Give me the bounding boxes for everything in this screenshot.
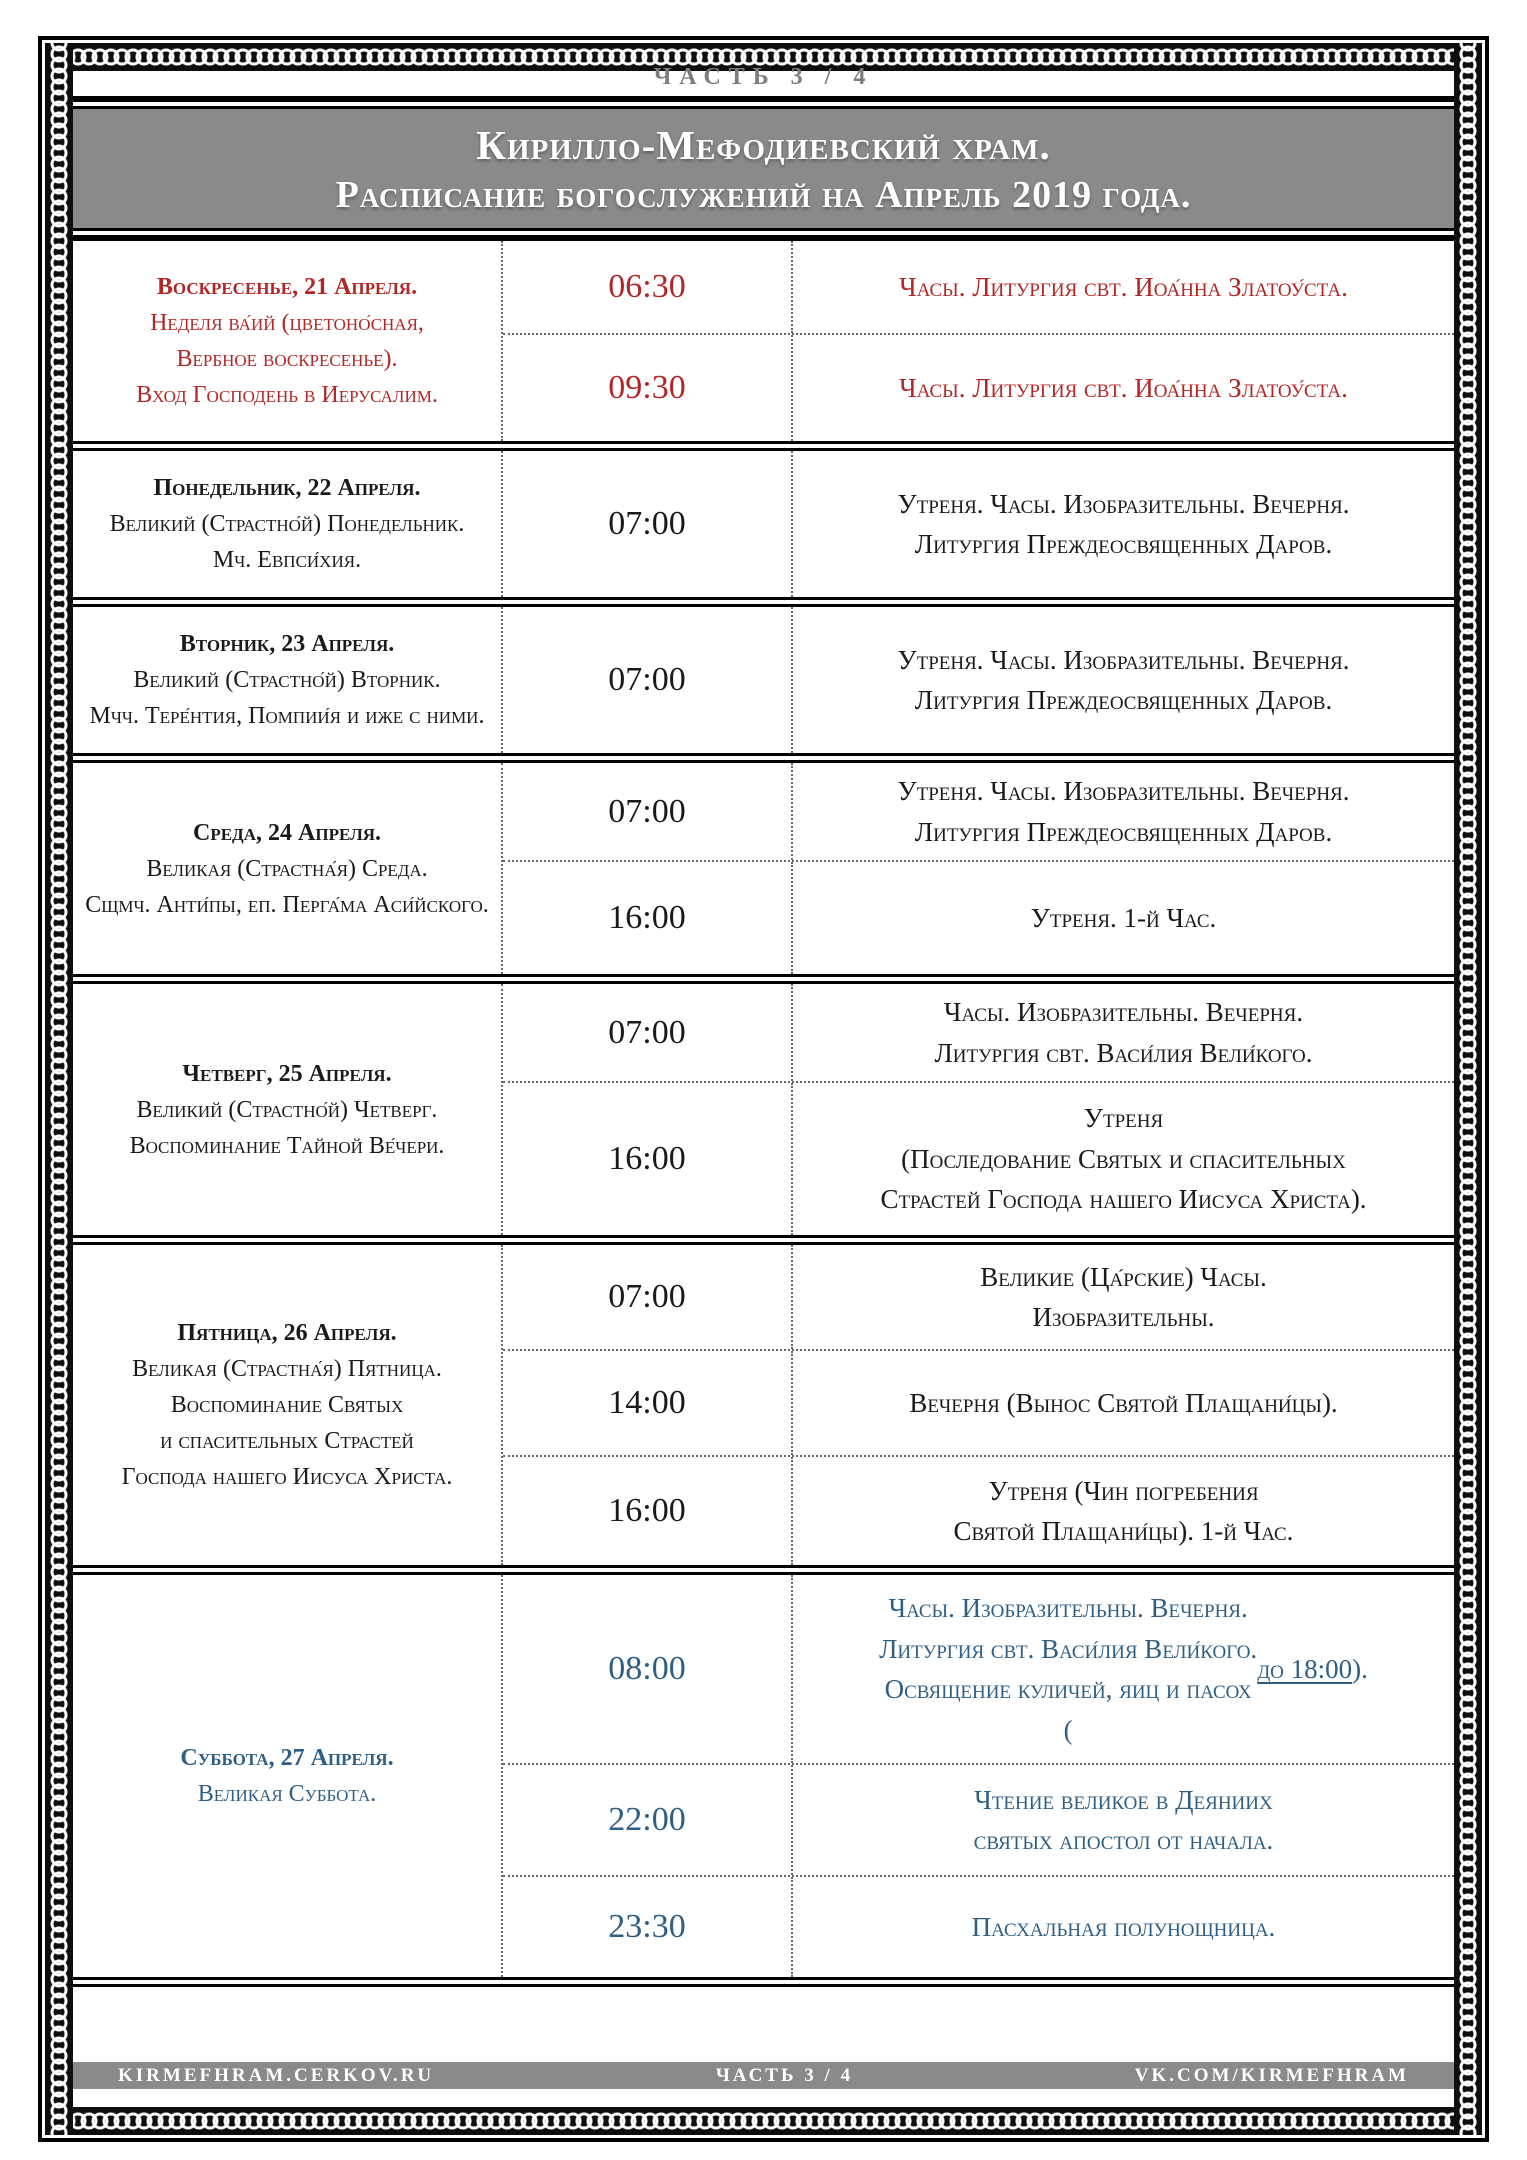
service-desc: Утреня. Часы. Изобразительны. Вечерня. Литургия Преждеосвященных Даров. bbox=[897, 644, 1350, 715]
day-subtitle: Великий (Страстно́й) Понедельник. Мч. Евпси́хия. bbox=[109, 511, 465, 573]
service-row bbox=[503, 1351, 1454, 1457]
service-row bbox=[503, 451, 1454, 597]
day-title: Понедельник, 22 Апреля. bbox=[153, 475, 421, 501]
double-rule-bottom bbox=[73, 228, 1454, 241]
service-time: 23:30 bbox=[503, 1877, 793, 1977]
day-row-monday-22 bbox=[73, 451, 1454, 607]
service-time: 09:30 bbox=[503, 335, 793, 441]
service-desc: Вечерня (Вынос Святой Плащани́цы). bbox=[909, 1387, 1338, 1418]
service-list bbox=[503, 1245, 1454, 1565]
service-row bbox=[503, 862, 1454, 974]
service-time: 22:00 bbox=[503, 1765, 793, 1875]
footer-site: KIRMEFHRAM.CERKOV.RU bbox=[118, 2064, 435, 2086]
underlined-deadline: до 18:00 bbox=[1257, 1653, 1353, 1684]
footer-bar bbox=[73, 2062, 1454, 2089]
church-title: Кирилло-Мефодиевский храм. bbox=[476, 121, 1051, 168]
chain-border-right bbox=[1454, 43, 1482, 2135]
day-subtitle: Великий (Страстно́й) Вторник. Мчч. Тере́нтия, Помпии́я и иже с ними. bbox=[89, 667, 485, 729]
day-cell bbox=[73, 1575, 503, 1977]
service-desc: Утреня (Последование Святых и спасительных Страстей Господа нашего Иисуса Христа). bbox=[880, 1103, 1367, 1215]
service-desc-text: ). bbox=[1352, 1653, 1368, 1684]
service-desc: Утреня (Чин погребения Святой Плащани́цы). 1-й Час. bbox=[953, 1475, 1294, 1546]
service-list bbox=[503, 241, 1454, 441]
day-row-wednesday-24 bbox=[73, 763, 1454, 984]
service-desc: Пасхальная полунощница. bbox=[971, 1911, 1276, 1942]
service-row bbox=[503, 607, 1454, 753]
service-desc: Чтение великое в Деяниих святых апостол от начала. bbox=[973, 1784, 1274, 1855]
day-subtitle: Великий (Страстно́й) Четверг. Воспоминание Тайной Ве́чери. bbox=[129, 1096, 445, 1159]
footer-part-label: ЧАСТЬ 3 / 4 bbox=[715, 2064, 854, 2086]
service-desc: Утреня. 1-й Час. bbox=[1030, 902, 1217, 933]
schedule-table bbox=[73, 241, 1454, 1987]
service-row bbox=[503, 1575, 1454, 1765]
day-cell bbox=[73, 763, 503, 974]
service-time: 16:00 bbox=[503, 1083, 793, 1235]
day-subtitle: Неделя ва́ий (цветоно́сная, Вербное воскресенье). Вход Господень в Иерусалим. bbox=[136, 310, 438, 408]
service-row bbox=[503, 1877, 1454, 1977]
service-row bbox=[503, 763, 1454, 862]
service-row bbox=[503, 984, 1454, 1083]
day-title: Воскресенье, 21 Апреля. bbox=[156, 274, 418, 300]
day-cell bbox=[73, 984, 503, 1235]
service-list bbox=[503, 607, 1454, 753]
day-row-sunday-21 bbox=[73, 241, 1454, 451]
schedule-title: Расписание богослужений на Апрель 2019 года. bbox=[335, 173, 1192, 216]
day-title: Пятница, 26 Апреля. bbox=[177, 1320, 397, 1346]
service-time: 07:00 bbox=[503, 763, 793, 860]
service-desc: Часы. Литургия свт. Иоа́нна Златоу́ста. bbox=[899, 271, 1348, 302]
service-time: 07:00 bbox=[503, 1245, 793, 1349]
day-row-thursday-25 bbox=[73, 984, 1454, 1245]
day-row-friday-26 bbox=[73, 1245, 1454, 1575]
day-cell bbox=[73, 451, 503, 597]
day-row-saturday-27 bbox=[73, 1575, 1454, 1987]
day-row-tuesday-23 bbox=[73, 607, 1454, 763]
service-desc: Часы. Литургия свт. Иоа́нна Златоу́ста. bbox=[899, 372, 1348, 403]
service-time: 07:00 bbox=[503, 451, 793, 597]
day-cell bbox=[73, 241, 503, 441]
service-row bbox=[503, 241, 1454, 335]
footer-vk: VK.COM/KIRMEFHRAM bbox=[1134, 2064, 1409, 2086]
day-title: Суббота, 27 Апреля. bbox=[180, 1745, 394, 1771]
part-label-top: ЧАСТЬ 3 / 4 bbox=[653, 64, 874, 90]
day-subtitle: Великая (Страстна́я) Пятница. Воспоминание Святых и спасительных Страстей Господа нашего Иисуса Христа. bbox=[121, 1356, 453, 1490]
day-title: Среда, 24 Апреля. bbox=[192, 819, 382, 846]
chain-border-bottom bbox=[45, 2107, 1482, 2135]
service-row bbox=[503, 335, 1454, 441]
title-band bbox=[73, 109, 1454, 228]
service-desc: Утреня. Часы. Изобразительны. Вечерня. Литургия Преждеосвященных Даров. bbox=[897, 488, 1350, 559]
service-time: 06:30 bbox=[503, 241, 793, 333]
service-list bbox=[503, 984, 1454, 1235]
day-subtitle: Великая (Страстна́я) Среда. Сщмч. Анти́пы, еп. Перга́ма Аси́йского. bbox=[85, 855, 489, 918]
service-time: 14:00 bbox=[503, 1351, 793, 1455]
service-row bbox=[503, 1083, 1454, 1235]
service-list bbox=[503, 763, 1454, 974]
service-time: 07:00 bbox=[503, 607, 793, 753]
service-time: 16:00 bbox=[503, 1457, 793, 1565]
day-cell bbox=[73, 1245, 503, 1565]
service-time: 16:00 bbox=[503, 862, 793, 974]
service-list bbox=[503, 451, 1454, 597]
service-list bbox=[503, 1575, 1454, 1977]
service-desc bbox=[793, 1575, 1454, 1763]
double-rule-top bbox=[73, 96, 1454, 109]
service-row bbox=[503, 1765, 1454, 1877]
day-subtitle: Великая Суббота. bbox=[197, 1781, 377, 1807]
service-desc-text: Часы. Изобразительны. Вечерня. Литургия свт. Васи́лия Вели́кого. Освящение куличей, яиц и пасох ( bbox=[879, 1593, 1258, 1745]
service-row bbox=[503, 1457, 1454, 1565]
service-desc: Утреня. Часы. Изобразительны. Вечерня. Литургия Преждеосвященных Даров. bbox=[897, 776, 1350, 847]
service-time: 07:00 bbox=[503, 984, 793, 1081]
service-desc: Великие (Ца́рские) Часы. Изобразительны. bbox=[980, 1261, 1267, 1332]
service-desc: Часы. Изобразительны. Вечерня. Литургия свт. Васи́лия Вели́кого. bbox=[934, 997, 1313, 1068]
day-title: Четверг, 25 Апреля. bbox=[182, 1060, 392, 1087]
day-cell bbox=[73, 607, 503, 753]
chain-border-left bbox=[45, 43, 73, 2135]
service-time: 08:00 bbox=[503, 1575, 793, 1763]
day-title: Вторник, 23 Апреля. bbox=[179, 631, 395, 657]
service-row bbox=[503, 1245, 1454, 1351]
